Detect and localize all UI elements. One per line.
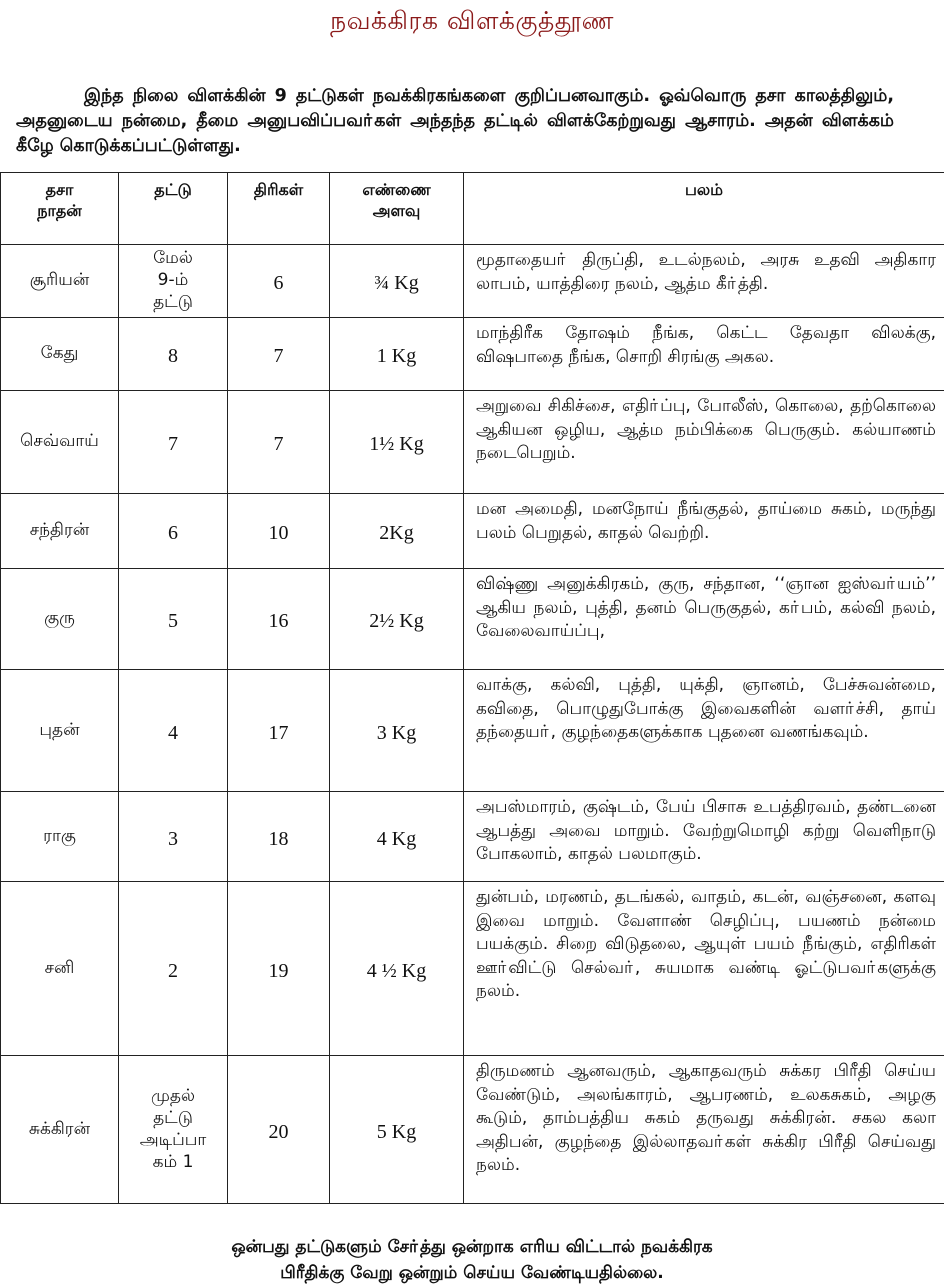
- plate-cell: 4: [119, 670, 228, 792]
- wicks-cell: 10: [228, 494, 330, 569]
- planet-cell: ராகு: [1, 792, 119, 882]
- wicks-cell: 7: [228, 318, 330, 391]
- benefit-cell: விஷ்ணு அனுக்கிரகம், குரு, சந்தான, ‘‘ஞான ஐஸ்வா்யம்’’ ஆகிய நலம், புத்தி, தனம் பெருகுதல், கா்பம், கல்வி நலம், வேலைவாய்ப்பு,: [464, 569, 944, 670]
- header-benefit: பலம்: [464, 173, 944, 245]
- table-row: [1, 318, 944, 391]
- wicks-cell: 6: [228, 245, 330, 318]
- plate-cell: 3: [119, 792, 228, 882]
- table-row: [1, 494, 944, 569]
- oil-cell: 4 ½ Kg: [330, 882, 464, 1056]
- planet-cell: குரு: [1, 569, 119, 670]
- benefit-cell: அறுவை சிகிச்சை, எதிா்ப்பு, போலீஸ், கொலை, தற்கொலை ஆகியன ஒழிய, ஆத்ம நம்பிக்கை பெருகும். கல்யாணம் நடைபெறும்.: [464, 391, 944, 494]
- plate-cell: 2: [119, 882, 228, 1056]
- wicks-cell: 17: [228, 670, 330, 792]
- table-row: [1, 882, 944, 1056]
- wicks-cell: 16: [228, 569, 330, 670]
- page-title: நவக்கிரக விளக்குத்தூண: [330, 6, 614, 35]
- header-planet: தசா நாதன்: [1, 173, 119, 245]
- oil-cell: 3 Kg: [330, 670, 464, 792]
- oil-cell: 2Kg: [330, 494, 464, 569]
- footer-line-2: பிரீதிக்கு வேறு ஒன்றும் செய்ய வேண்டியதில்லை.: [280, 1263, 664, 1283]
- oil-cell: 2½ Kg: [330, 569, 464, 670]
- benefit-cell: மாந்திரீக தோஷம் நீங்க, கெட்ட தேவதா விலக்கு, விஷபாதை நீங்க, சொறி சிரங்கு அகல.: [464, 318, 944, 391]
- plate-cell: 6: [119, 494, 228, 569]
- table-row: [1, 792, 944, 882]
- benefit-cell: துன்பம், மரணம், தடங்கல், வாதம், கடன், வஞ்சனை, களவு இவை மாறும். வேளாண் செழிப்பு, பயணம் நன்மை பயக்கும். சிறை விடுதலை, ஆயுள் பயம் நீங்கும், எதிரிகள் ஊா்விட்டு செல்வா், சுயமாக வண்டி ஓட்டுபவா்களுக்கு நலம்.: [464, 882, 944, 1056]
- benefit-cell: திருமணம் ஆனவரும், ஆகாதவரும் சுக்கர பிரீதி செய்ய வேண்டும், அலங்காரம், ஆபரணம், உலகசுகம், அழகு கூடும், தாம்பத்திய சுகம் தருவது சுக்கிரன். சகல கலா அதிபன், குழந்தை இல்லாதவா்கள் சுக்கிர பிரீதி செய்வது நலம்.: [464, 1056, 944, 1204]
- footer-line-1: ஒன்பது தட்டுகளும் சோ்த்து ஒன்றாக எரிய விட்டால் நவக்கிரக: [231, 1237, 713, 1257]
- planet-cell: கேது: [1, 318, 119, 391]
- planet-cell: சனி: [1, 882, 119, 1056]
- benefit-cell: அபஸ்மாரம், குஷ்டம், பேய் பிசாசு உபத்திரவம், தண்டனை ஆபத்து அவை மாறும். வேற்றுமொழி கற்று வெளிநாடு போகலாம், காதல் பலமாகும்.: [464, 792, 944, 882]
- intro-paragraph: இந்த நிலை விளக்கின் 9 தட்டுகள் நவக்கிரகங்களை குறிப்பனவாகும். ஓவ்வொரு தசா காலத்திலும், அதனுடைய நன்மை, தீமை அனுபவிப்பவா்கள் அந்தந்த தட்டில் விளக்கேற்றுவது ஆசாரம். அதன் விளக்கம் கீழே கொடுக்கப்பட்டுள்ளது.: [16, 86, 894, 156]
- header-oil: எண்ணை அளவு: [330, 173, 464, 245]
- planet-cell: சூரியன்: [1, 245, 119, 318]
- oil-cell: 4 Kg: [330, 792, 464, 882]
- oil-cell: ¾ Kg: [330, 245, 464, 318]
- benefit-cell: மூதாதையா் திருப்தி, உடல்நலம், அரசு உதவி அதிகார லாபம், யாத்திரை நலம், ஆத்ம கீா்த்தி.: [464, 245, 944, 318]
- table-row: [1, 391, 944, 494]
- oil-cell: 1½ Kg: [330, 391, 464, 494]
- header-plate: தட்டு: [119, 173, 228, 245]
- plate-cell: முதல் தட்டு அடிப்பா கம் 1: [119, 1056, 228, 1204]
- benefit-cell: மன அமைதி, மனநோய் நீங்குதல், தாய்மை சுகம், மருந்து பலம் பெறுதல், காதல் வெற்றி.: [464, 494, 944, 569]
- plate-cell: 8: [119, 318, 228, 391]
- planet-cell: சுக்கிரன்: [1, 1056, 119, 1204]
- plate-cell: 7: [119, 391, 228, 494]
- table-row: [1, 670, 944, 792]
- planet-cell: புதன்: [1, 670, 119, 792]
- footer-note: [0, 1234, 944, 1286]
- wicks-cell: 18: [228, 792, 330, 882]
- header-wicks: திரிகள்: [228, 173, 330, 245]
- planet-cell: செவ்வாய்: [1, 391, 119, 494]
- oil-cell: 5 Kg: [330, 1056, 464, 1204]
- table-row: [1, 245, 944, 318]
- wicks-cell: 20: [228, 1056, 330, 1204]
- benefit-cell: வாக்கு, கல்வி, புத்தி, யுக்தி, ஞானம், பேச்சுவன்மை, கவிதை, பொழுதுபோக்கு இவைகளின் வளா்ச்சி, தாய் தந்தையா், குழந்தைகளுக்காக புதனை வணங்கவும்.: [464, 670, 944, 792]
- planet-cell: சந்திரன்: [1, 494, 119, 569]
- table-header-row: [1, 173, 944, 245]
- table-row: [1, 1056, 944, 1204]
- wicks-cell: 19: [228, 882, 330, 1056]
- plate-cell: மேல் 9-ம் தட்டு: [119, 245, 228, 318]
- navagraha-table: [0, 172, 944, 1204]
- wicks-cell: 7: [228, 391, 330, 494]
- table-row: [1, 569, 944, 670]
- plate-cell: 5: [119, 569, 228, 670]
- oil-cell: 1 Kg: [330, 318, 464, 391]
